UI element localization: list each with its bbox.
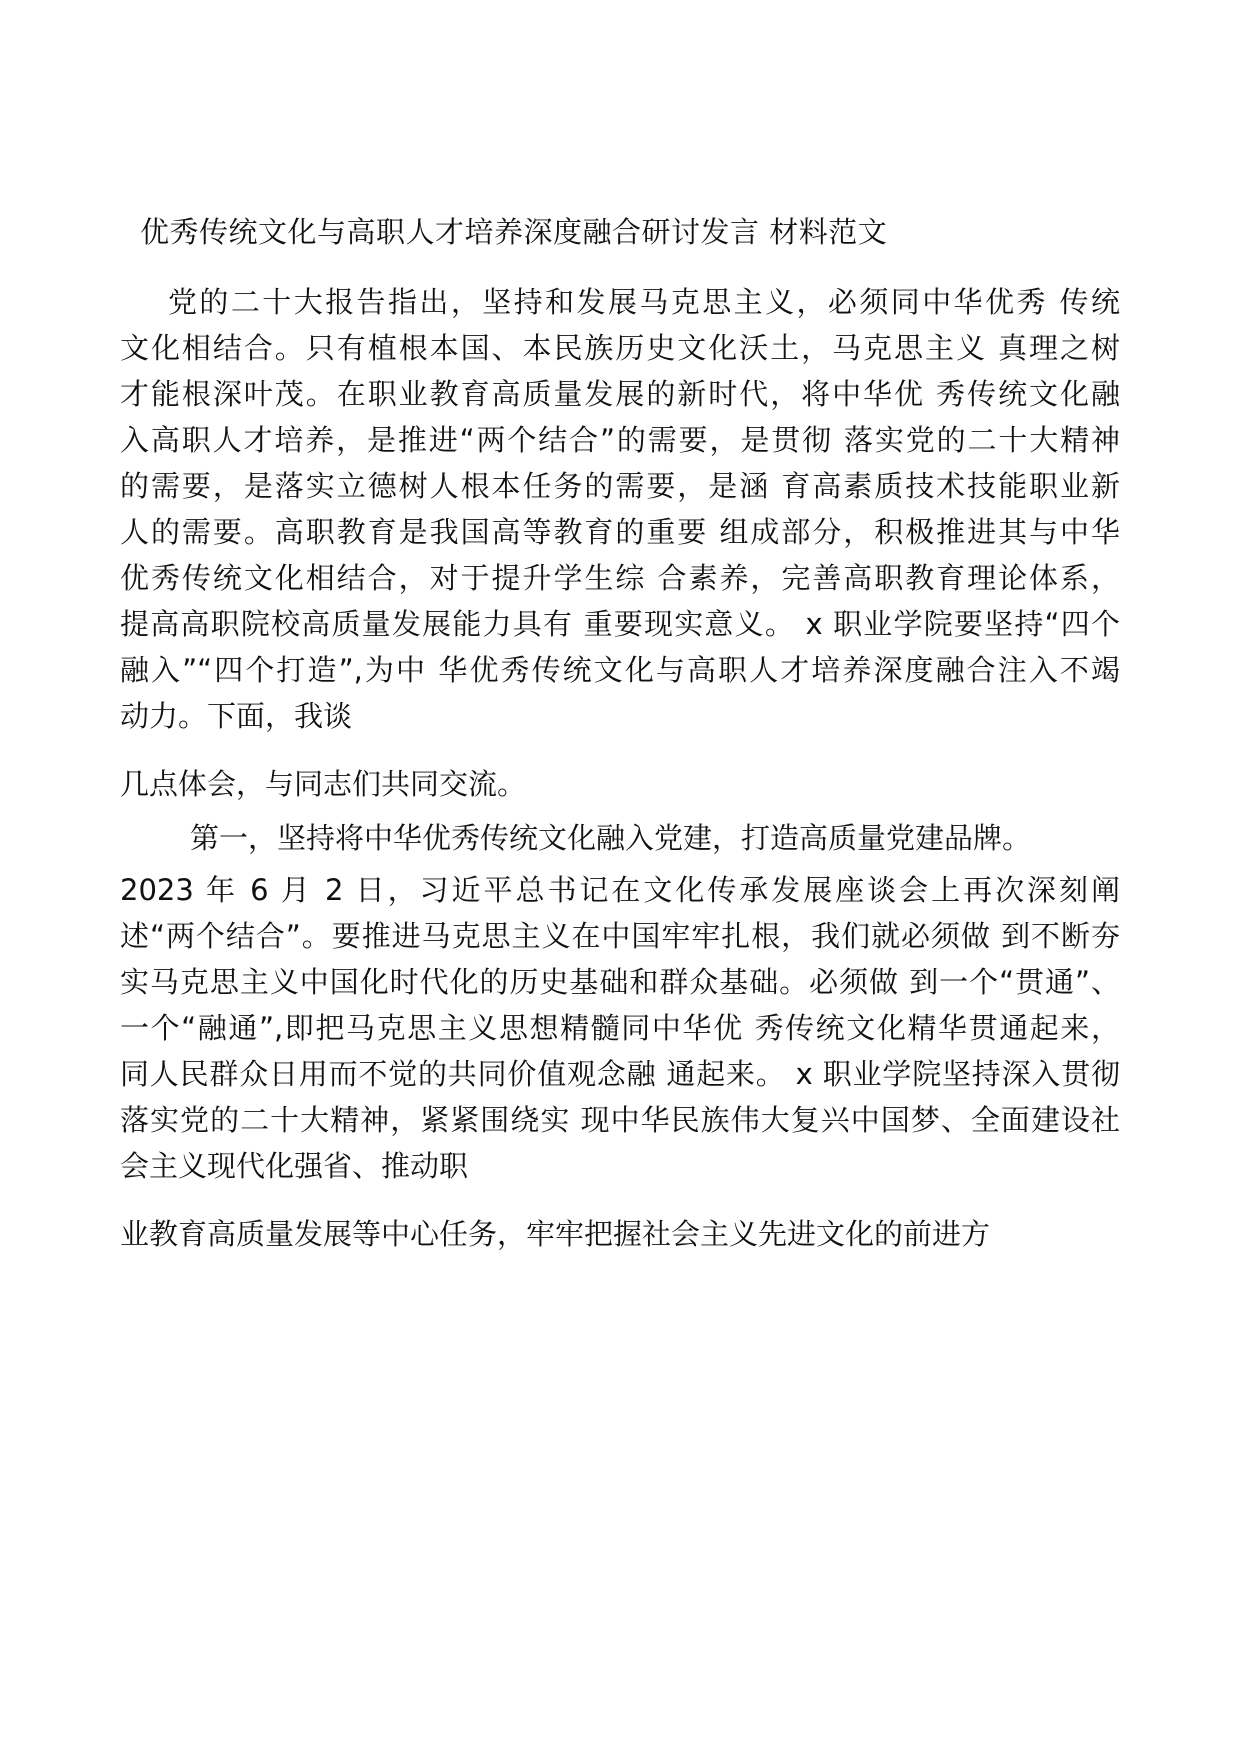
paragraph-line: 落实党的二十大精神，紧紧围绕实 现中华民族伟大复兴中国梦、全面建设社 <box>120 1103 1120 1137</box>
section-heading-first: 第一，坚持将中华优秀传统文化融入党建，打造高质量党建品牌。 <box>190 821 1032 855</box>
paragraph-line: 会主义现代化强省、推动职 <box>120 1149 469 1183</box>
paragraph-line: 党的二十大报告指出，坚持和发展马克思主义，必须同中华优秀 传统 <box>168 285 1120 319</box>
paragraph-line: 同人民群众日用而不觉的共同价值观念融 通起来。 x 职业学院坚持深入贯彻 <box>120 1057 1120 1091</box>
paragraph-line: 才能根深叶茂。在职业教育高质量发展的新时代，将中华优 秀传统文化融 <box>120 377 1120 411</box>
paragraph-line: 人的需要。高职教育是我国高等教育的重要 组成部分，积极推进其与中华 <box>120 515 1120 549</box>
paragraph-line: 优秀传统文化相结合，对于提升学生综 合素养，完善高职教育理论体系， <box>120 561 1120 595</box>
paragraph-line: 2023 年 6 月 2 日，习近平总书记在文化传承发展座谈会上再次深刻阐 <box>120 873 1120 907</box>
paragraph-line: 的需要，是落实立德树人根本任务的需要，是涵 育高素质技术技能职业新 <box>120 469 1120 503</box>
paragraph-line: 动力。下面，我谈 <box>120 699 353 733</box>
document-title: 优秀传统文化与高职人才培养深度融合研讨发言 材料范文 <box>140 215 888 249</box>
paragraph-line: 融入”“四个打造”,为中 华优秀传统文化与高职人才培养深度融合注入不竭 <box>120 653 1120 687</box>
paragraph-line: 几点体会，与同志们共同交流。 <box>120 767 527 801</box>
paragraph-line: 文化相结合。只有植根本国、本民族历史文化沃土，马克思主义 真理之树 <box>120 331 1120 365</box>
paragraph-line: 业教育高质量发展等中心任务，牢牢把握社会主义先进文化的前进方 <box>120 1217 991 1251</box>
paragraph-line: 实马克思主义中国化时代化的历史基础和群众基础。必须做 到一个“贯通”、 <box>120 965 1120 999</box>
paragraph-line: 入高职人才培养，是推进“两个结合”的需要，是贯彻 落实党的二十大精神 <box>120 423 1120 457</box>
paragraph-line: 提高高职院校高质量发展能力具有 重要现实意义。 x 职业学院要坚持“四个 <box>120 607 1120 641</box>
paragraph-line: 述“两个结合”。要推进马克思主义在中国牢牢扎根，我们就必须做 到不断夯 <box>120 919 1120 953</box>
paragraph-line: 一个“融通”,即把马克思主义思想精髓同中华优 秀传统文化精华贯通起来， <box>120 1011 1120 1045</box>
